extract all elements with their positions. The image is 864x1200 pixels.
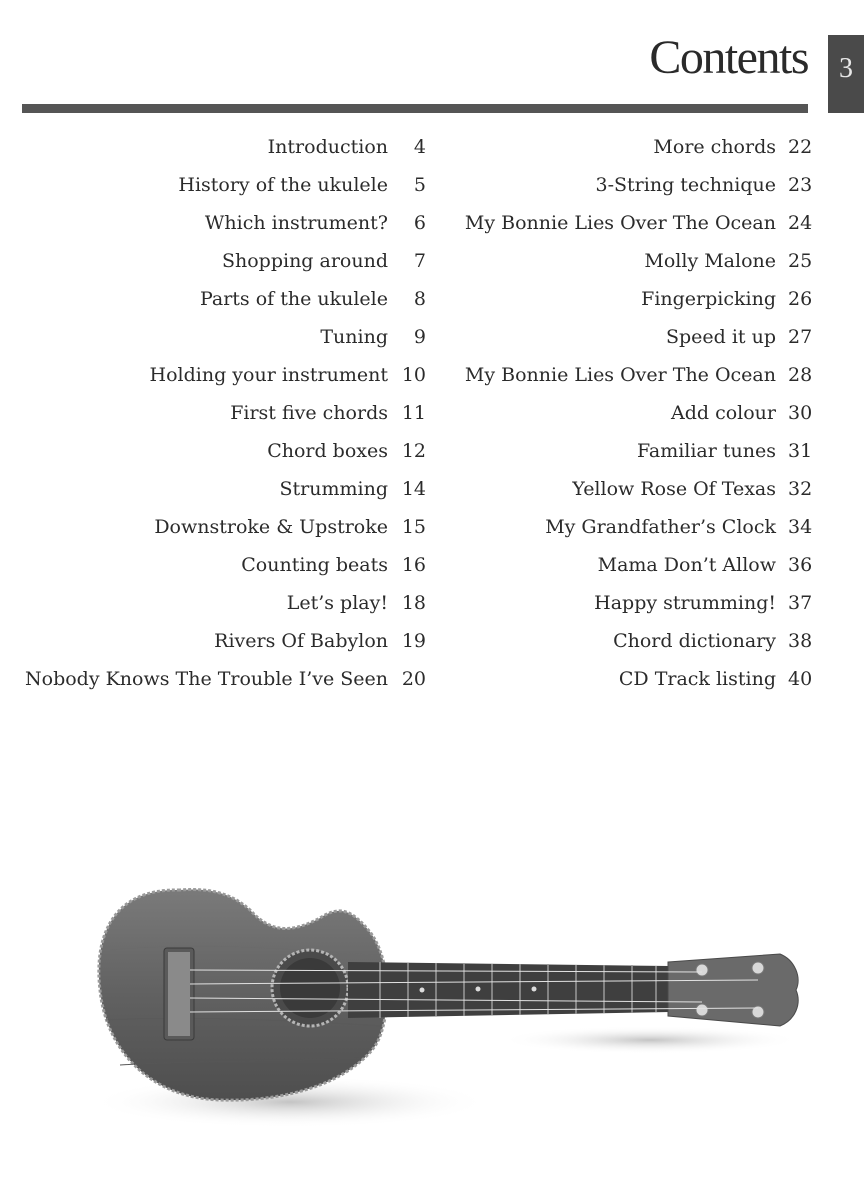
toc-entry-page: 36 — [788, 554, 813, 576]
toc-entry[interactable] — [440, 660, 812, 698]
toc-entry-page: 38 — [788, 630, 813, 652]
toc-entry-title: Introduction — [267, 136, 388, 158]
toc-entry-page: 16 — [401, 554, 426, 576]
toc-entry-page: 20 — [401, 668, 426, 690]
toc-entry[interactable] — [440, 318, 812, 356]
toc-entry[interactable] — [440, 204, 812, 242]
toc-entry[interactable] — [440, 242, 812, 280]
toc-entry-page: 18 — [401, 592, 426, 614]
toc-entry-page: 40 — [788, 668, 813, 690]
toc-entry-title: Which instrument? — [204, 212, 388, 234]
toc-entry-title: CD Track listing — [618, 668, 776, 690]
toc-entry[interactable] — [10, 280, 426, 318]
toc-entry-title: My Bonnie Lies Over The Ocean — [464, 212, 776, 234]
toc-entry-title: First five chords — [230, 402, 388, 424]
toc-entry-page: 11 — [401, 402, 426, 424]
toc-entry[interactable] — [440, 394, 812, 432]
page-number-tab — [828, 35, 864, 113]
toc-entry-title: Tuning — [320, 326, 388, 348]
toc-entry[interactable] — [440, 508, 812, 546]
toc-entry-page: 5 — [413, 174, 426, 196]
toc-entry-title: Chord boxes — [267, 440, 388, 462]
toc-entry-title: Rivers Of Babylon — [214, 630, 388, 652]
toc-entry-title: Familiar tunes — [636, 440, 776, 462]
toc-entry[interactable] — [10, 622, 426, 660]
toc-entry-page: 4 — [413, 136, 426, 158]
contents-left-column — [10, 128, 426, 698]
toc-entry-title: Molly Malone — [644, 250, 776, 272]
toc-entry[interactable] — [440, 356, 812, 394]
toc-entry-title: Strumming — [279, 478, 388, 500]
toc-entry-page: 28 — [788, 364, 813, 386]
toc-entry[interactable] — [440, 432, 812, 470]
toc-entry-page: 37 — [788, 592, 813, 614]
toc-entry[interactable] — [440, 622, 812, 660]
toc-entry-title: Shopping around — [221, 250, 388, 272]
toc-entry-page: 34 — [788, 516, 813, 538]
toc-entry-page: 6 — [413, 212, 426, 234]
toc-entry-title: History of the ukulele — [178, 174, 388, 196]
toc-entry-page: 27 — [788, 326, 813, 348]
toc-entry[interactable] — [10, 128, 426, 166]
toc-entry-page: 25 — [788, 250, 813, 272]
toc-entry-page: 22 — [788, 136, 813, 158]
page-number: 3 — [839, 53, 853, 84]
toc-entry[interactable] — [10, 394, 426, 432]
toc-entry-title: Parts of the ukulele — [199, 288, 388, 310]
contents-right-column — [440, 128, 812, 698]
toc-entry[interactable] — [10, 660, 426, 698]
toc-entry-page: 26 — [788, 288, 813, 310]
toc-entry-title: My Bonnie Lies Over The Ocean — [464, 364, 776, 386]
toc-entry-page: 12 — [401, 440, 426, 462]
toc-entry-title: Holding your instrument — [149, 364, 388, 386]
toc-entry-title: Yellow Rose Of Texas — [572, 478, 776, 500]
toc-entry-title: Downstroke & Upstroke — [154, 516, 388, 538]
toc-entry-title: Happy strumming! — [594, 592, 776, 614]
toc-entry[interactable] — [10, 508, 426, 546]
toc-entry-title: My Grandfather’s Clock — [545, 516, 776, 538]
toc-entry-title: More chords — [653, 136, 776, 158]
toc-entry[interactable] — [10, 546, 426, 584]
toc-entry-title: Nobody Knows The Trouble I’ve Seen — [25, 668, 388, 690]
toc-entry-page: 23 — [788, 174, 813, 196]
ukulele-photo — [90, 870, 810, 1140]
toc-entry[interactable] — [10, 356, 426, 394]
toc-entry-page: 8 — [413, 288, 426, 310]
toc-entry-title: Counting beats — [241, 554, 388, 576]
toc-entry-page: 24 — [788, 212, 813, 234]
toc-entry[interactable] — [440, 470, 812, 508]
toc-entry-page: 32 — [788, 478, 813, 500]
toc-entry-title: 3-String technique — [595, 174, 776, 196]
toc-entry[interactable] — [10, 584, 426, 622]
toc-entry-page: 9 — [413, 326, 426, 348]
toc-entry[interactable] — [10, 204, 426, 242]
toc-entry-title: Fingerpicking — [641, 288, 776, 310]
toc-entry-title: Let’s play! — [286, 592, 388, 614]
toc-entry-page: 10 — [401, 364, 426, 386]
page-title: Contents — [649, 31, 808, 84]
toc-entry[interactable] — [10, 242, 426, 280]
toc-entry-page: 7 — [413, 250, 426, 272]
toc-entry[interactable] — [440, 280, 812, 318]
toc-entry[interactable] — [440, 166, 812, 204]
toc-entry-title: Chord dictionary — [613, 630, 776, 652]
toc-entry[interactable] — [10, 318, 426, 356]
header-rule — [22, 104, 808, 113]
toc-entry-page: 30 — [788, 402, 813, 424]
toc-entry[interactable] — [10, 432, 426, 470]
toc-entry-title: Speed it up — [665, 326, 776, 348]
toc-entry-title: Add colour — [670, 402, 776, 424]
toc-entry-page: 19 — [401, 630, 426, 652]
toc-entry-page: 31 — [788, 440, 813, 462]
toc-entry[interactable] — [440, 546, 812, 584]
toc-entry-title: Mama Don’t Allow — [597, 554, 776, 576]
toc-entry[interactable] — [440, 128, 812, 166]
toc-entry[interactable] — [10, 470, 426, 508]
toc-entry[interactable] — [10, 166, 426, 204]
toc-entry[interactable] — [440, 584, 812, 622]
toc-entry-page: 15 — [401, 516, 426, 538]
toc-entry-page: 14 — [401, 478, 426, 500]
